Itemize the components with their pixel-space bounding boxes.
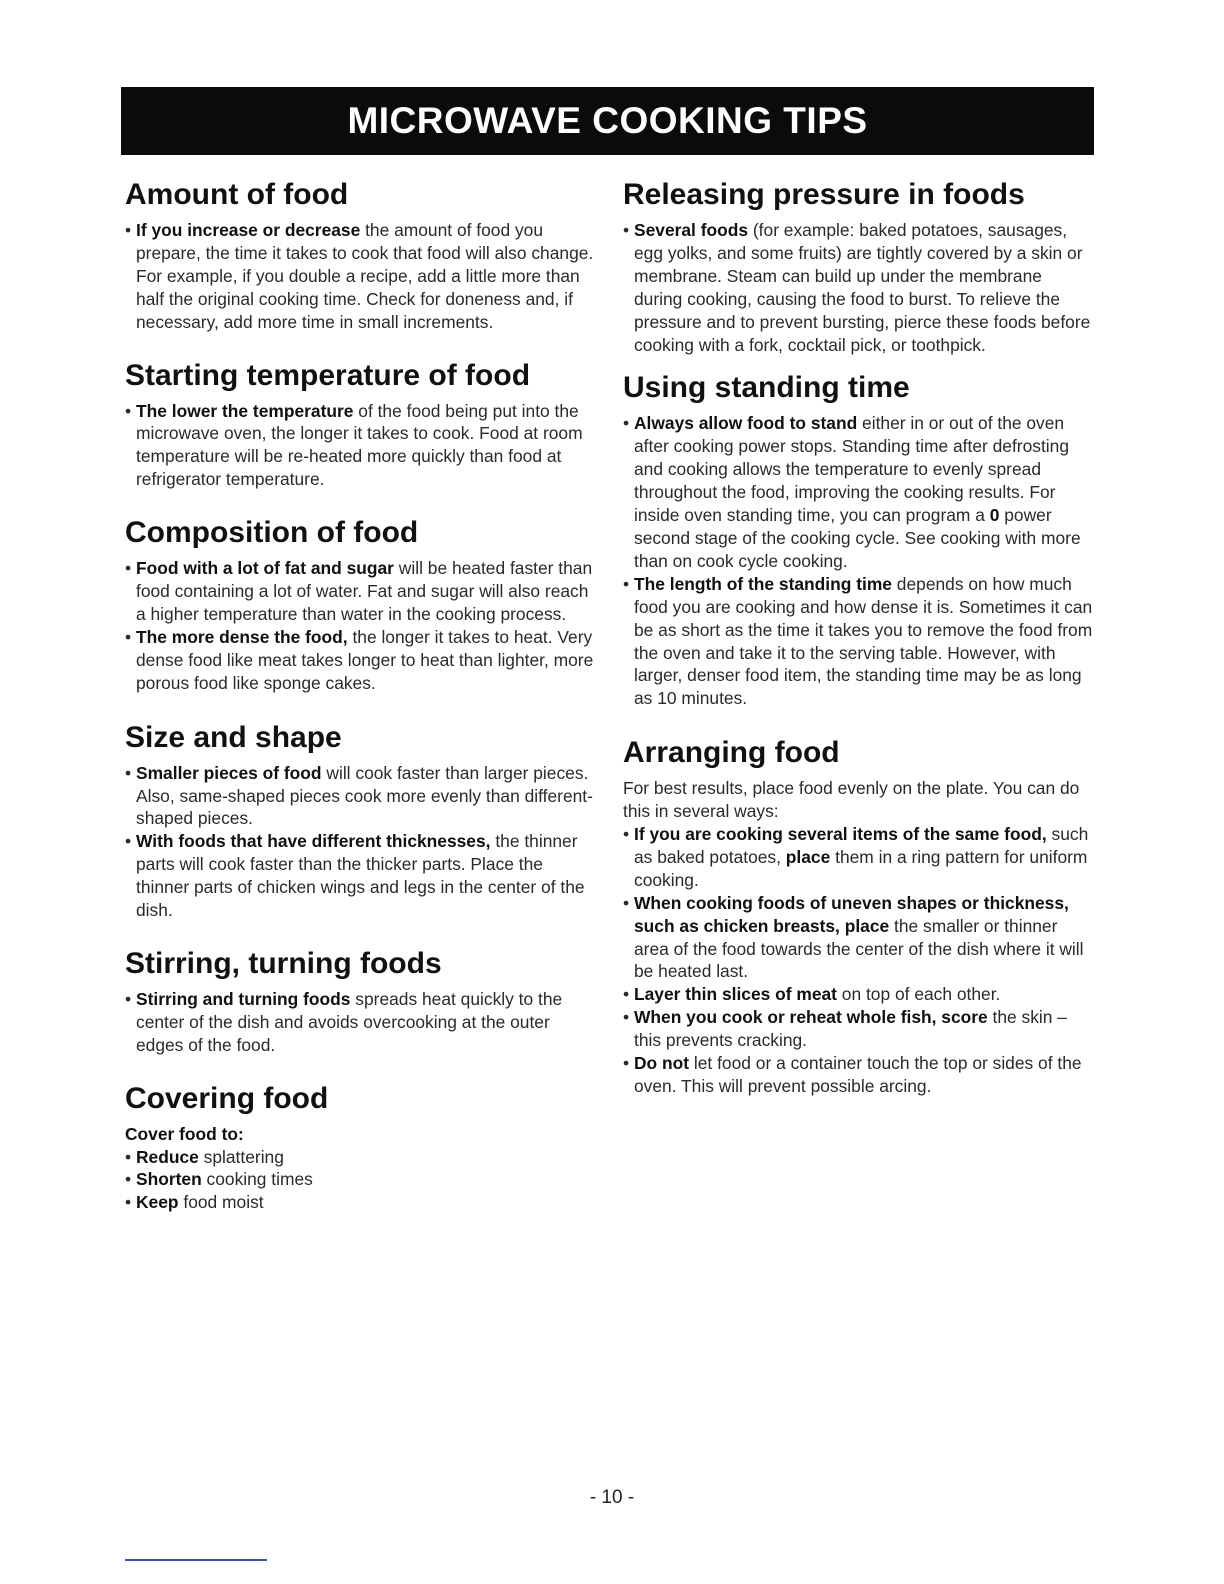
section-heading: Starting temperature of food xyxy=(125,358,531,392)
emphasis-text: Keep xyxy=(136,1192,179,1213)
emphasis-text: Layer thin slices of meat xyxy=(634,984,837,1005)
body-text: on top of each other. xyxy=(836,984,1001,1005)
body-text: the skin – this prevents cracking. xyxy=(634,1007,1067,1051)
emphasis-text: Do not xyxy=(634,1053,690,1074)
list-item xyxy=(623,1052,1095,1098)
body-text: splattering xyxy=(198,1146,284,1167)
list-item xyxy=(623,823,1095,892)
body-text: let food or a container touch the top or sides of the oven. This will prevent possible arcing. xyxy=(634,1053,1082,1096)
list-item xyxy=(623,1006,1095,1052)
list-item xyxy=(125,1168,595,1191)
body-text: depends on how much food you are cooking and how dense it is. Sometimes it can be as short as the time it takes you to remove the food from the oven and take it to the serving table. However, with larger, denser food item, the standing time may be as long as 10 minutes. xyxy=(634,573,1093,709)
list-item xyxy=(623,412,1095,572)
bullet-icon: • xyxy=(125,220,132,240)
section-size-and-shape xyxy=(125,718,595,922)
emphasis-text: place xyxy=(785,846,831,867)
body-text: food moist xyxy=(178,1192,264,1213)
title-banner xyxy=(121,87,1094,155)
section-heading: Stirring, turning foods xyxy=(125,946,442,980)
section-covering-food xyxy=(125,1079,595,1215)
bullet-icon: • xyxy=(125,1146,132,1167)
body-text: the longer it takes to heat. Very dense food like meat takes longer to heat than lighter, more porous food like sponge cakes. xyxy=(136,626,594,693)
emphasis-text: The more dense the food, xyxy=(136,626,348,647)
emphasis-text: Reduce xyxy=(136,1146,199,1167)
emphasis-text: When cooking foods of uneven shapes or thickness, such as chicken breasts, place xyxy=(634,892,1069,936)
list-item xyxy=(125,830,595,922)
emphasis-text: If you increase or decrease xyxy=(136,220,361,240)
bullet-icon: • xyxy=(623,413,630,434)
body-text: (for example: baked potatoes, sausages, egg yolks, and some fruits) are tightly covered by a skin or membrane. Steam can build up under the membrane during cooking, causing the food to burst. To relieve the pressure and to prevent bursting, pierce these foods before cooking with a fork, cocktail pick, or toothpick. xyxy=(634,220,1091,355)
section-heading: Amount of food xyxy=(125,178,349,211)
emphasis-text: With foods that have different thicknesses, xyxy=(136,831,491,852)
section-composition-of-food xyxy=(125,513,595,694)
intro-paragraph: For best results, place food evenly on the plate. You can do this in several ways: xyxy=(623,778,1080,822)
section-amount-of-food xyxy=(125,175,595,334)
body-text: either in or out of the oven after cooking power stops. Standing time after defrosting and cooking allows the temperature to evenly spread throughout the food, improving the cooking results. For inside oven standing time, you can program a xyxy=(634,413,1070,526)
emphasis-text: 0 xyxy=(989,505,1000,526)
section-stirring-turning xyxy=(125,944,595,1057)
list-item xyxy=(125,988,595,1057)
list-item xyxy=(623,573,1095,710)
section-heading: Using standing time xyxy=(623,371,910,405)
right-column xyxy=(623,175,1095,1098)
body-text: the amount of food you prepare, the time it takes to cook that food will also change. For example, if you double a recipe, add a little more than half the original cooking time. Check for doneness and, if necessary, add more time in small increments. xyxy=(136,220,594,332)
bullet-icon: • xyxy=(623,892,630,913)
emphasis-text: The length of the standing time xyxy=(634,573,892,594)
body-text: spreads heat quickly to the center of the dish and avoids overcooking at the outer edges of the food. xyxy=(136,988,563,1055)
body-text: cooking times xyxy=(201,1169,313,1190)
bullet-icon: • xyxy=(125,988,132,1009)
bullet-icon: • xyxy=(125,558,132,579)
section-releasing-pressure xyxy=(623,175,1095,356)
list-item xyxy=(125,626,595,695)
bullet-icon: • xyxy=(623,984,630,1005)
emphasis-text: Shorten xyxy=(136,1169,202,1190)
page-number: - 10 - xyxy=(589,1487,635,1508)
body-text: the smaller or thinner area of the food towards the center of the dish where it will be heated last. xyxy=(634,915,1084,982)
section-arranging-food xyxy=(623,733,1095,1098)
emphasis-text: Always allow food to stand xyxy=(634,413,858,434)
emphasis-text: Several foods xyxy=(634,220,749,240)
emphasis-text: Stirring and turning foods xyxy=(136,988,351,1009)
body-text: of the food being put into the microwave oven, the longer it takes to cook. Food at room temperature will be re-heated more quickly than food at refrigerator temperature. xyxy=(136,400,583,490)
list-item xyxy=(623,892,1095,984)
list-item xyxy=(125,1191,595,1214)
body-text: will cook faster than larger pieces. Also, same-shaped pieces cook more evenly than different-shaped pieces. xyxy=(136,762,593,829)
body-text: such as baked potatoes, xyxy=(634,824,1089,867)
body-text: will be heated faster than food containing a lot of water. Fat and sugar will also reach a higher temperature than water in the cooking process. xyxy=(136,558,593,624)
list-item xyxy=(623,983,1095,1006)
section-heading: Composition of food xyxy=(125,516,419,550)
section-starting-temperature xyxy=(125,356,595,492)
emphasis-text: The lower the temperature xyxy=(136,400,354,421)
decorative-rule xyxy=(125,1559,267,1561)
list-item xyxy=(125,762,595,831)
section-heading: Covering food xyxy=(125,1081,329,1115)
bullet-icon: • xyxy=(623,1007,630,1028)
bullet-icon: • xyxy=(623,824,630,845)
emphasis-text: Smaller pieces of food xyxy=(136,762,322,783)
body-text: power second stage of the cooking cycle. See cooking with more than on cook cycle cooking. xyxy=(634,505,1081,571)
section-subheading: Cover food to: xyxy=(125,1123,244,1144)
list-item xyxy=(623,219,1095,356)
bullet-icon: • xyxy=(125,762,132,783)
bullet-icon: • xyxy=(623,1053,630,1074)
bullet-icon: • xyxy=(125,1192,132,1213)
list-item xyxy=(125,1146,595,1169)
bullet-icon: • xyxy=(125,831,132,852)
bullet-icon: • xyxy=(125,626,132,647)
list-item xyxy=(125,400,595,492)
section-heading: Releasing pressure in foods xyxy=(623,178,1025,211)
body-text: the thinner parts will cook faster than the thicker parts. Place the thinner parts of chicken wings and legs in the center of the dish. xyxy=(136,831,585,921)
emphasis-text: If you are cooking several items of the same food, xyxy=(634,824,1047,845)
section-using-standing-time xyxy=(623,368,1095,710)
list-item xyxy=(125,557,595,626)
body-text: them in a ring pattern for uniform cooking. xyxy=(634,846,1088,890)
section-heading: Size and shape xyxy=(125,720,342,754)
bullet-icon: • xyxy=(125,400,132,421)
emphasis-text: When you cook or reheat whole fish, score xyxy=(634,1007,988,1028)
bullet-icon: • xyxy=(623,220,630,240)
left-column xyxy=(125,175,595,1214)
section-heading: Arranging food xyxy=(623,736,840,770)
emphasis-text: Food with a lot of fat and sugar xyxy=(136,558,394,579)
list-item xyxy=(125,219,595,334)
page-title: MICROWAVE COOKING TIPS xyxy=(347,100,868,141)
bullet-icon: • xyxy=(623,573,630,594)
bullet-icon: • xyxy=(125,1169,132,1190)
